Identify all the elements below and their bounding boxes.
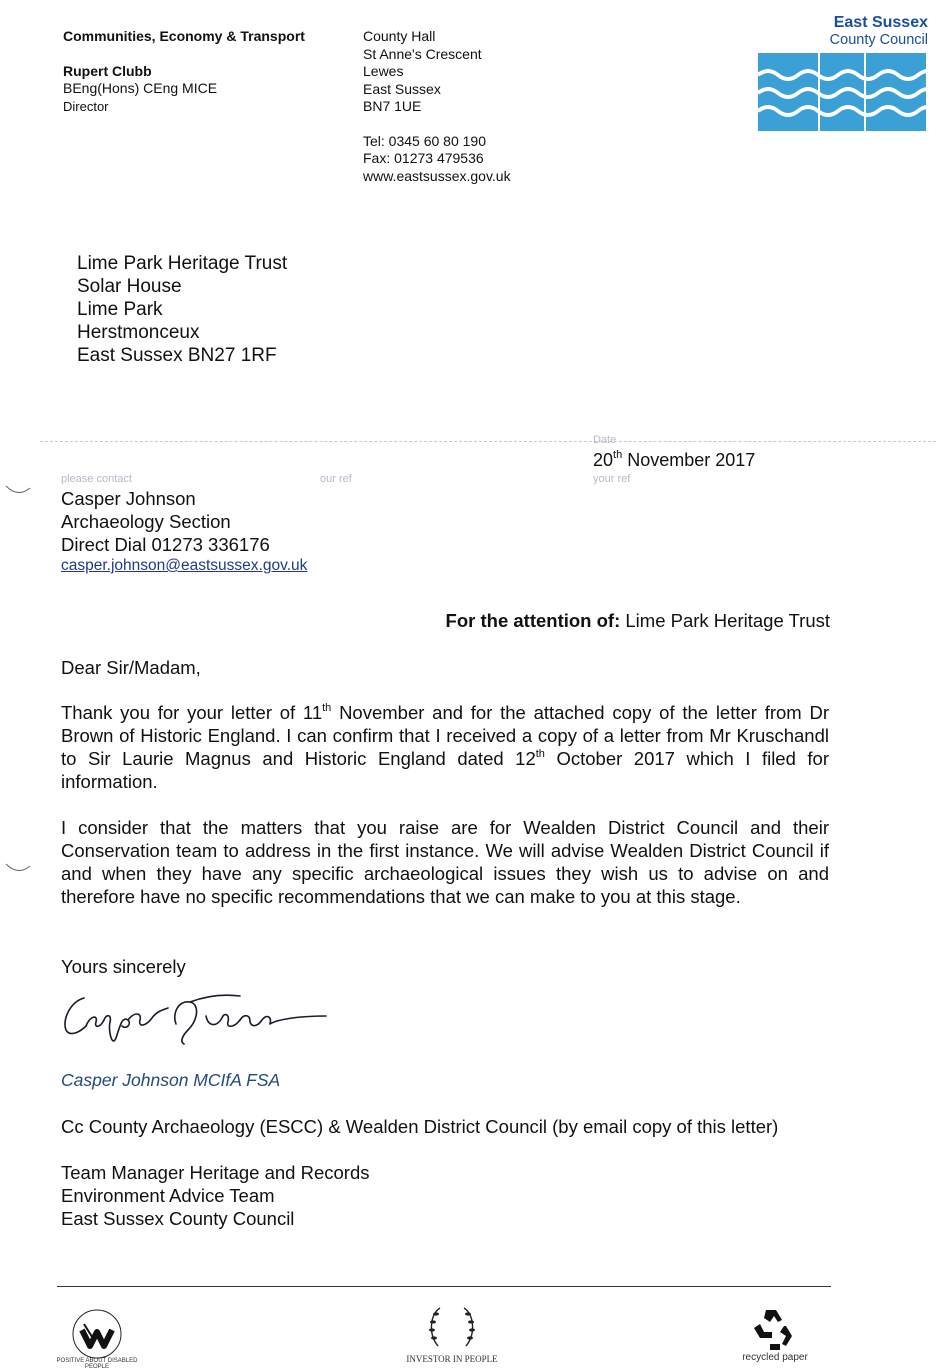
- fold-rule: [40, 441, 936, 443]
- director-name: Rupert Clubb: [63, 62, 152, 79]
- recipient-line: Lime Park Heritage Trust: [77, 253, 288, 274]
- your-ref-label: your ref: [593, 473, 631, 485]
- address-line: Lewes: [363, 63, 404, 79]
- attention-line: [446, 609, 830, 632]
- director-title: Director: [63, 98, 109, 114]
- address-line: BN7 1UE: [363, 98, 422, 114]
- footer-rule: [57, 1286, 831, 1287]
- recycled-badge-text: recycled paper: [742, 1352, 808, 1363]
- paragraph-2: I consider that the matters that you raise are for Wealden District Council and their Conservation team to address in the first instance. We will advise Wealden District Council if and when they have any specific archaeological issues they wish us to advise on and therefore have no specific recommendations that we can make to you at this stage.: [61, 817, 829, 907]
- cc-line: Cc County Archaeology (ESCC) & Wealden District Council (by email copy of this letter): [61, 1116, 779, 1137]
- laurel-wreath-icon: [400, 1300, 504, 1354]
- address-line: County Hall: [363, 28, 436, 44]
- recipient-line: East Sussex BN27 1RF: [77, 345, 277, 366]
- recycled-badge: [730, 1304, 820, 1368]
- logo-title: East Sussex: [833, 14, 928, 31]
- punch-mark-icon: [5, 484, 31, 496]
- contact-name: Casper Johnson: [61, 488, 196, 509]
- ordinal-suffix: th: [535, 747, 545, 760]
- date-day: 20: [593, 450, 614, 470]
- punch-mark-icon: [5, 862, 31, 874]
- handwritten-signature: [56, 986, 356, 1056]
- director-quals: BEng(Hons) CEng MICE: [63, 80, 218, 96]
- disability-badge: [54, 1300, 140, 1370]
- letter-date: [593, 449, 755, 472]
- date-rest: November 2017: [627, 450, 756, 470]
- address-line: St Anne's Crescent: [363, 45, 482, 62]
- department: Communities, Economy & Transport: [63, 28, 305, 44]
- paragraph-1-part: Thank you for your letter of 11: [61, 702, 323, 723]
- contact-direct-dial: Direct Dial 01273 336176: [61, 534, 270, 555]
- date-suffix: th: [613, 449, 623, 461]
- signatory-roles: [61, 1161, 370, 1230]
- sender-block: [63, 28, 305, 115]
- telephone: Tel: 0345 60 80 190: [363, 132, 486, 149]
- recipient-line: Solar House: [77, 276, 182, 297]
- recipient-line: Herstmonceux: [77, 322, 200, 343]
- our-ref-label: our ref: [320, 473, 352, 485]
- signatory-name: Casper Johnson MCIfA FSA: [61, 1070, 281, 1090]
- contact-email-link[interactable]: casper.johnson@eastsussex.gov.uk: [61, 557, 308, 574]
- recipient-line: Lime Park: [77, 299, 163, 320]
- attention-value: Lime Park Heritage Trust: [625, 610, 830, 631]
- paragraph-1-part: October 2017 which I filed for information.: [61, 748, 829, 792]
- logo-subtitle: County Council: [829, 32, 928, 48]
- salutation: Dear Sir/Madam,: [61, 657, 201, 678]
- date-label: Date: [593, 434, 617, 446]
- disability-badge-text: POSITIVE ABOUT DISABLED PEOPLE: [56, 1358, 138, 1370]
- role-line: East Sussex County Council: [61, 1208, 295, 1229]
- recipient-address: [77, 252, 287, 367]
- ordinal-suffix: th: [322, 701, 332, 714]
- waves-logo-icon: [758, 53, 928, 131]
- please-contact-label: please contact: [61, 473, 132, 485]
- closing: Yours sincerely: [61, 956, 186, 977]
- investor-badge-text: INVESTOR IN PEOPLE: [406, 1354, 498, 1364]
- address-line: East Sussex: [363, 80, 441, 97]
- paragraph-1-part: November and for the attached copy of the letter from Dr Brown of Historic England. I can confirm that I received a copy of a letter from Mr Kruschandl to Sir Laurie Magnus and Historic England dated 12: [61, 702, 829, 769]
- fax: Fax: 01273 479536: [363, 150, 484, 166]
- contact-section: Archaeology Section: [61, 511, 231, 532]
- disability-badge-icon: [54, 1300, 140, 1366]
- recycle-icon: [730, 1304, 820, 1352]
- paragraph-1: [61, 701, 829, 793]
- role-line: Environment Advice Team: [61, 1185, 275, 1206]
- website: www.eastsussex.gov.uk: [363, 167, 511, 184]
- investor-badge: [400, 1300, 504, 1366]
- sender-address: [363, 28, 511, 185]
- council-logo: [758, 14, 928, 131]
- role-line: Team Manager Heritage and Records: [61, 1162, 370, 1183]
- contact-block: [61, 487, 270, 556]
- attention-label: For the attention of:: [445, 610, 621, 631]
